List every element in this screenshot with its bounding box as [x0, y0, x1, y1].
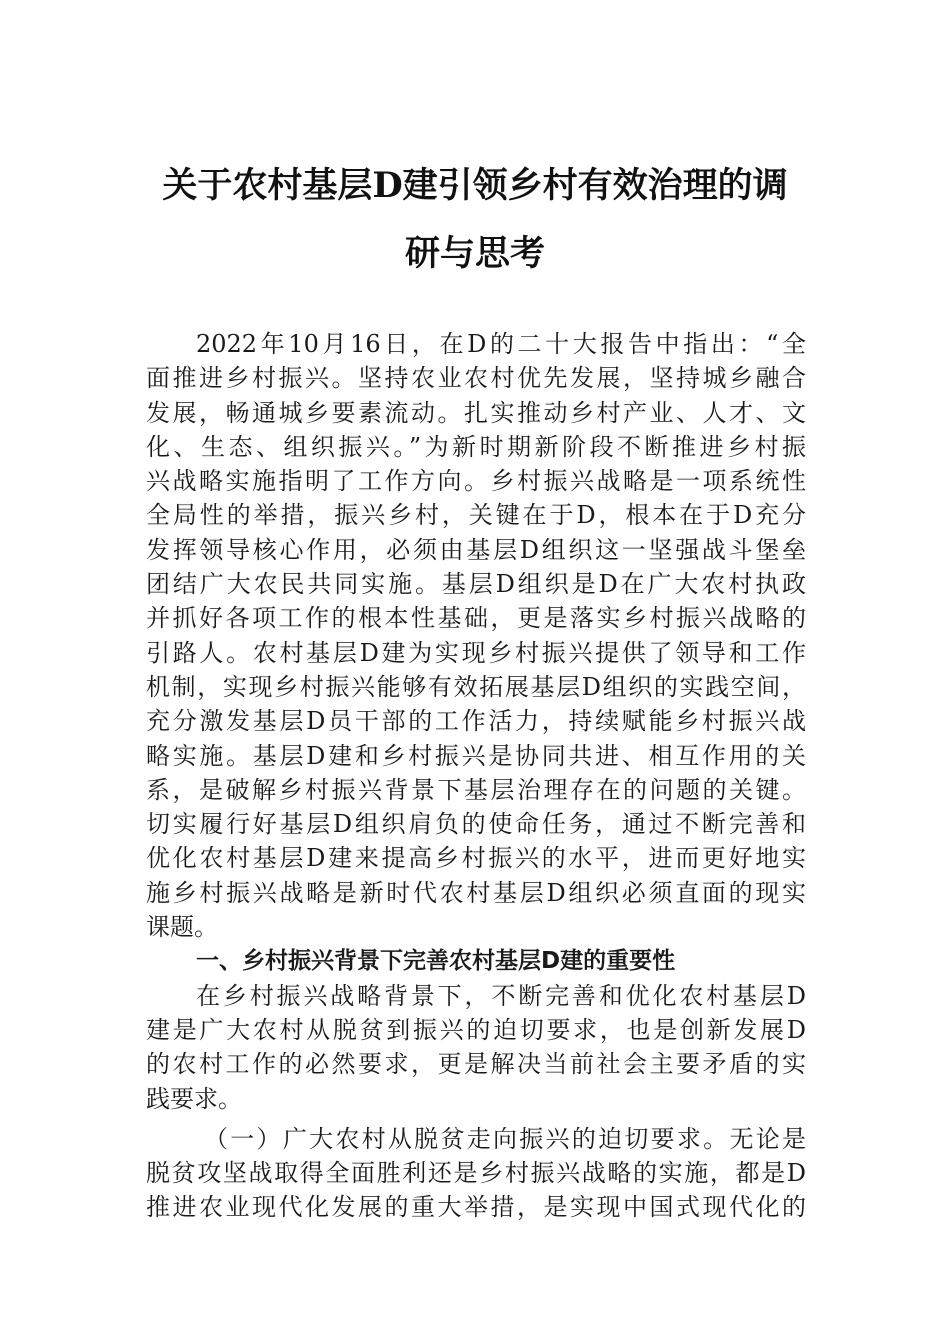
document-title-line-2: 研与思考: [404, 233, 545, 274]
paragraph-3-line: 脱贫攻坚战取得全面胜利还是乡村振兴战略的实施，都是D: [146, 1159, 806, 1188]
paragraph-2-line: 在乡村振兴战略背景下，不断完善和优化农村基层D: [196, 981, 806, 1010]
paragraph-1-line: 兴战略实施指明了工作方向。乡村振兴战略是一项系统性: [146, 467, 806, 496]
paragraph-3-line: 推进农业现代化发展的重大举措，是实现中国式现代化的: [146, 1193, 806, 1222]
paragraph-2-line: 践要求。: [146, 1084, 242, 1113]
paragraph-3-line: （一）广大农村从脱贫走向振兴的迫切要求。无论是: [204, 1124, 806, 1153]
paragraph-1-line: 发展，畅通城乡要素流动。扎实推动乡村产业、人才、文: [146, 398, 806, 427]
paragraph-1-line: 发挥领导核心作用，必须由基层D组织这一坚强战斗堡垒: [146, 535, 806, 564]
paragraph-1-line: 系，是破解乡村振兴背景下基层治理存在的问题的关键。: [146, 775, 806, 804]
paragraph-1-line: 引路人。农村基层D建为实现乡村振兴提供了领导和工作: [146, 638, 806, 667]
paragraph-1-line: 全局性的举措，振兴乡村，关键在于D，根本在于D充分: [146, 501, 806, 530]
paragraph-2-line: 建是广大农村从脱贫到振兴的迫切要求，也是创新发展D: [146, 1015, 806, 1044]
document-body: [146, 327, 806, 1225]
section-heading-1: 一、乡村振兴背景下完善农村基层D建的重要性: [196, 948, 676, 975]
paragraph-1-line: 机制，实现乡村振兴能够有效拓展基层D组织的实践空间，: [146, 672, 806, 701]
paragraph-1-line: 团结广大农民共同实施。基层D组织是D在广大农村执政: [146, 570, 806, 599]
paragraph-1-line: 并抓好各项工作的根本性基础，更是落实乡村振兴战略的: [146, 604, 806, 633]
paragraph-1-line: 施乡村振兴战略是新时代农村基层D组织必须直面的现实: [146, 878, 806, 907]
paragraph-1-line: 课题。: [146, 913, 218, 942]
paragraph-2-line: 的农村工作的必然要求，更是解决当前社会主要矛盾的实: [146, 1050, 806, 1079]
paragraph-1-line: 面推进乡村振兴。坚持农业农村优先发展，坚持城乡融合: [146, 364, 806, 393]
paragraph-1-line: 切实履行好基层D组织肩负的使命任务，通过不断完善和: [146, 810, 806, 839]
paragraph-1-line: 化、生态、组织振兴。”为新时期新阶段不断推进乡村振: [146, 432, 806, 461]
document-title-line-1: 关于农村基层D建引领乡村有效治理的调: [162, 165, 788, 206]
paragraph-1-line: 2022年10月16日，在D的二十大报告中指出：“全: [196, 330, 806, 358]
paragraph-1-line: 充分激发基层D员干部的工作活力，持续赋能乡村振兴战: [146, 707, 806, 736]
paragraph-1-line: 优化农村基层D建来提高乡村振兴的水平，进而更好地实: [146, 844, 806, 873]
paragraph-1-line: 略实施。基层D建和乡村振兴是协同共进、相互作用的关: [146, 741, 806, 770]
